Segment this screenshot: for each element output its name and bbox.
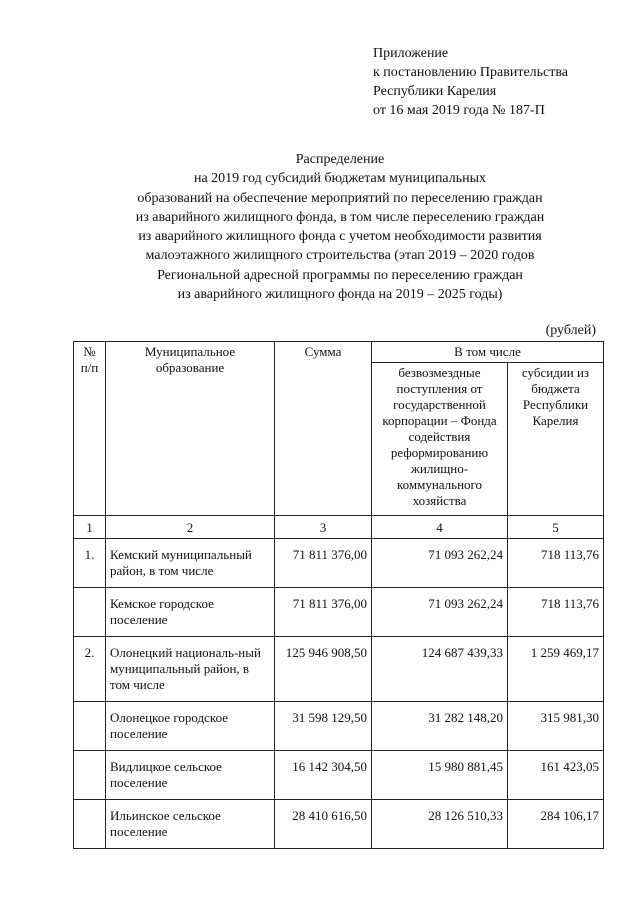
row-name: Олонецкое городское поселение [106,702,275,751]
row-num [74,751,106,800]
distribution-table [73,341,604,849]
column-number: 3 [275,516,372,539]
column-number: 4 [372,516,508,539]
title-line: из аварийного жилищного фонда, в том числе переселению граждан [135,209,545,225]
appendix-line: Приложение [373,46,449,61]
table-row [74,702,604,751]
row-subsidy: 718 113,76 [508,588,604,637]
row-num: 1. [74,539,106,588]
row-subsidy: 718 113,76 [508,539,604,588]
column-number: 2 [106,516,275,539]
title-line: малоэтажного жилищного строительства (этап 2019 – 2020 годов [145,248,535,264]
row-sum: 16 142 304,50 [275,751,372,800]
row-subsidy: 284 106,17 [508,800,604,849]
title-line: Региональной адресной программы по переселению граждан [157,267,523,283]
row-subsidy: 161 423,05 [508,751,604,800]
row-name: Кемский муниципальный район, в том числе [106,539,275,588]
document-title [90,150,590,304]
header-num: № п/п [74,342,106,516]
row-name: Видлицкое сельское поселение [106,751,275,800]
header-sum: Сумма [275,342,372,516]
table-row [74,539,604,588]
row-sum: 125 946 908,50 [275,637,372,702]
row-sum: 71 811 376,00 [275,539,372,588]
row-fund: 28 126 510,33 [372,800,508,849]
row-num: 2. [74,637,106,702]
unit-label: (рублей) [545,323,596,338]
header-fund: безвозмездные поступления от государственной корпорации – Фонда содействия реформированию жилищно-коммунального хозяйства [372,363,508,516]
title-line: на 2019 год субсидий бюджетам муниципальных [193,171,487,187]
row-num [74,800,106,849]
column-number: 1 [74,516,106,539]
row-fund: 15 980 881,45 [372,751,508,800]
row-name: Олонецкий националь-ный муниципальный район, в том числе [106,637,275,702]
header-municipality: Муниципальное образование [106,342,275,516]
table-row [74,588,604,637]
title-line: образований на обеспечение мероприятий по переселению граждан [137,190,543,206]
row-name: Кемское городское поселение [106,588,275,637]
appendix-line: к постановлению Правительства [373,65,569,80]
row-num [74,588,106,637]
title-line: из аварийного жилищного фонда с учетом необходимости развития [138,229,542,245]
row-fund: 71 093 262,24 [372,539,508,588]
row-fund: 71 093 262,24 [372,588,508,637]
column-number: 5 [508,516,604,539]
title-line: из аварийного жилищного фонда на 2019 – 2025 годы) [177,287,503,303]
row-name: Ильинское сельское поселение [106,800,275,849]
row-fund: 124 687 439,33 [372,637,508,702]
row-subsidy: 1 259 469,17 [508,637,604,702]
row-subsidy: 315 981,30 [508,702,604,751]
table-row [74,637,604,702]
title-line: Распределение [295,152,385,167]
table-row [74,800,604,849]
table-row [74,751,604,800]
appendix-date-line: от 16 мая 2019 года № 187-П [373,103,545,118]
row-sum: 28 410 616,50 [275,800,372,849]
row-sum: 31 598 129,50 [275,702,372,751]
row-sum: 71 811 376,00 [275,588,372,637]
appendix-block [373,44,568,120]
header-including: В том числе [372,342,604,363]
header-subsidy: субсидии из бюджета Республики Карелия [508,363,604,516]
row-num [74,702,106,751]
row-fund: 31 282 148,20 [372,702,508,751]
appendix-line: Республики Карелия [373,84,497,99]
column-numbers-row [74,516,604,539]
